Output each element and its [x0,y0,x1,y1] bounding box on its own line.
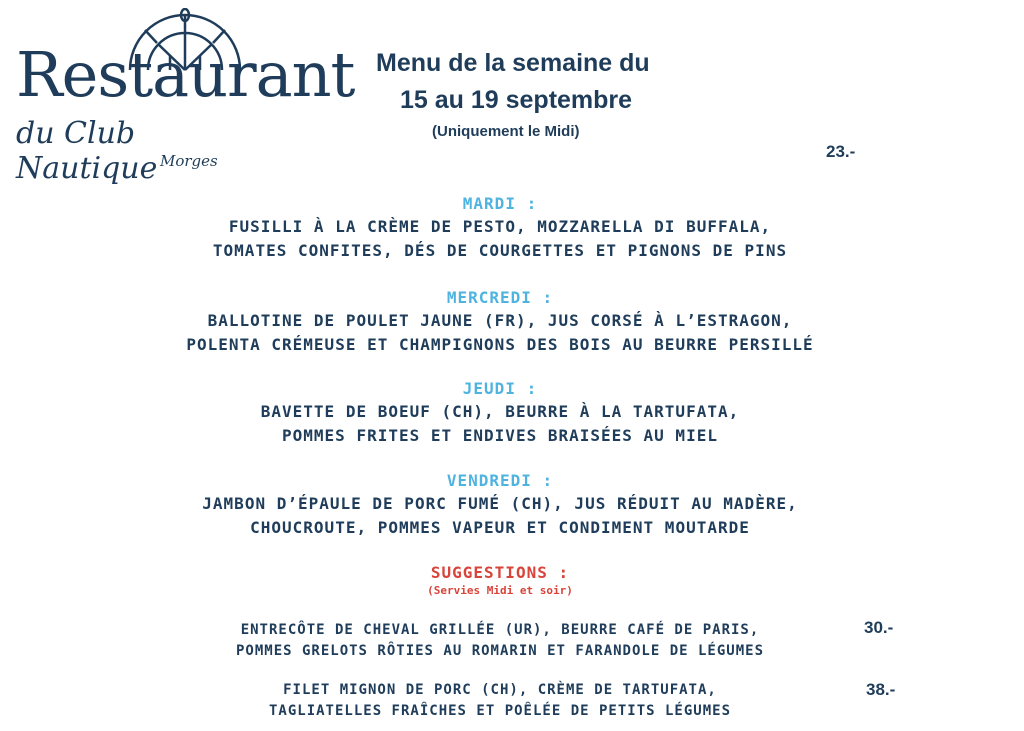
daily-menu-price: 23.- [826,142,856,161]
day-label: MARDI : [462,194,538,213]
suggestion-item [0,680,1000,722]
suggestion-line: ENTRECÔTE DE CHEVAL GRILLÉE (UR), BEURRE CAFÉ DE PARIS, [240,622,760,638]
suggestion-line: POMMES GRELOTS RÔTIES AU ROMARIN ET FARANDOLE DE LÉGUMES [235,643,764,659]
dish-line: TOMATES CONFITES, DÉS DE COURGETTES ET PIGNONS DE PINS [212,241,788,260]
dish-line: CHOUCROUTE, POMMES VAPEUR ET CONDIMENT MOUTARDE [250,518,750,537]
dish-line: BALLOTINE DE POULET JAUNE (FR), JUS CORSÉ À L’ESTRAGON, [207,311,793,330]
suggestion-line: TAGLIATELLES FRAÎCHES ET POÊLÉE DE PETITS LÉGUMES [268,703,731,719]
menu-subtitle: (Uniquement le Midi) [432,123,580,140]
menu-title-line-1: Menu de la semaine du [376,49,650,77]
day-section-vendredi [0,470,1000,540]
dish-line: POMMES FRITES ET ENDIVES BRAISÉES AU MIEL [282,426,718,445]
dish-line: FUSILLI À LA CRÈME DE PESTO, MOZZARELLA DI BUFFALA, [228,217,772,236]
day-section-mardi [0,193,1000,263]
menu-title-line-2: 15 au 19 septembre [400,86,633,114]
suggestion-price: 30.- [864,618,894,637]
suggestion-item [0,620,1000,662]
dish-line: JAMBON D’ÉPAULE DE PORC FUMÉ (CH), JUS RÉDUIT AU MADÈRE, [202,494,798,513]
restaurant-logo [10,8,355,186]
logo-subtitle: du Club Nautique [16,116,158,186]
day-label: MERCREDI : [446,288,554,307]
logo-wordmark: Restaurant [16,38,355,111]
dish-line: POLENTA CRÉMEUSE ET CHAMPIGNONS DES BOIS AU BEURRE PERSILLÉ [186,335,814,354]
suggestion-price: 38.- [866,680,896,699]
day-label: VENDREDI : [446,471,554,490]
day-label: JEUDI : [462,379,538,398]
suggestions-header [0,562,1000,598]
day-section-mercredi [0,287,1000,357]
logo-town: Morges [160,152,218,170]
suggestions-note: (Servies Midi et soir) [427,584,573,597]
suggestion-line: FILET MIGNON DE PORC (CH), CRÈME DE TARTUFATA, [283,682,717,698]
suggestions-label: SUGGESTIONS : [430,563,570,582]
dish-line: BAVETTE DE BOEUF (CH), BEURRE À LA TARTUFATA, [260,402,740,421]
day-section-jeudi [0,378,1000,448]
